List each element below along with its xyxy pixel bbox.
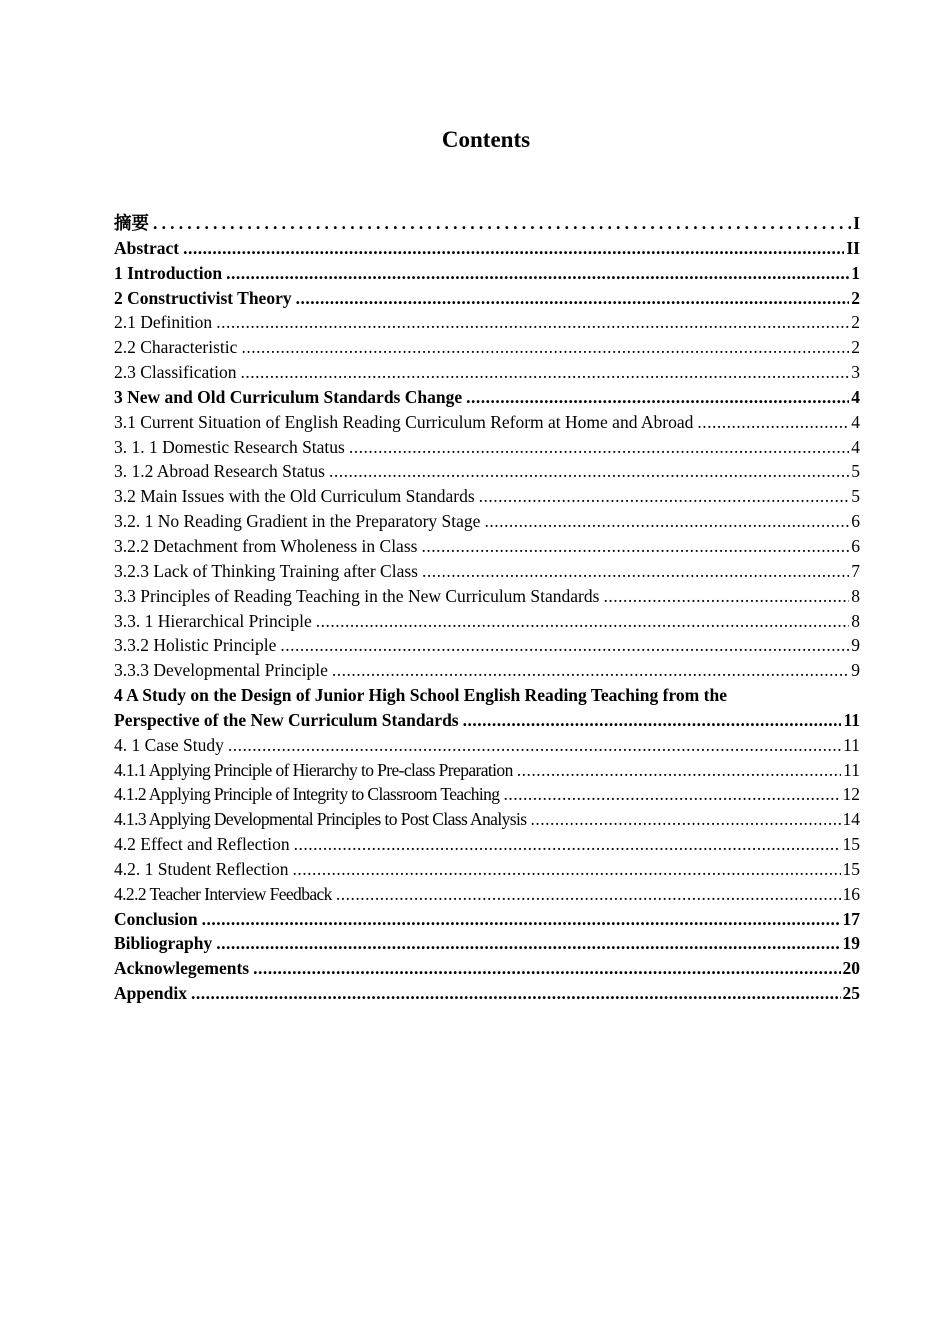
toc-leader-dots xyxy=(183,236,844,261)
toc-leader-dots xyxy=(293,857,841,882)
toc-leader-dots xyxy=(240,360,849,385)
toc-leader-dots xyxy=(253,956,840,981)
toc-entry-label: 4.1.1 Applying Principle of Hierarchy to Pre-class Preparation xyxy=(114,759,513,780)
toc-entry-principles[interactable] xyxy=(114,584,860,609)
toc-entry-label: Acknowlegements xyxy=(114,958,250,979)
toc-entry-label: Abstract xyxy=(114,237,180,258)
toc-entry-domestic-research[interactable] xyxy=(114,435,860,460)
toc-leader-dots xyxy=(466,385,849,410)
toc-entry-label: 3 New and Old Curriculum Standards Change xyxy=(114,386,463,407)
toc-entry-page: 1 xyxy=(851,262,860,283)
toc-entry-page: 2 xyxy=(851,337,860,358)
toc-entry-student-reflection[interactable] xyxy=(114,857,860,882)
toc-entry-case-study[interactable] xyxy=(114,733,860,758)
toc-entry-label: 3.3.3 Developmental Principle xyxy=(114,660,328,681)
toc-entry-acknowledgements[interactable] xyxy=(114,956,860,981)
toc-leader-dots xyxy=(329,459,849,484)
toc-entry-abstract-chinese[interactable] xyxy=(114,211,860,236)
toc-entry-page: 5 xyxy=(851,461,860,482)
page-title: Contents xyxy=(441,127,531,152)
toc-entry-label: 2.2 Characteristic xyxy=(114,337,238,358)
toc-entry-page: 9 xyxy=(851,660,860,681)
toc-entry-page: 7 xyxy=(851,560,860,581)
toc-leader-dots xyxy=(332,658,849,683)
toc-entry-label: 2.3 Classification xyxy=(114,362,237,383)
toc-entry-page: 15 xyxy=(842,858,860,879)
toc-leader-dots xyxy=(191,981,841,1006)
toc-entry-label: 3. 1. 1 Domestic Research Status xyxy=(114,436,345,457)
toc-leader-dots xyxy=(216,310,849,335)
toc-leader-dots xyxy=(336,882,841,907)
toc-entry-label: Bibliography xyxy=(114,933,213,954)
toc-entry-label: 3.3.2 Holistic Principle xyxy=(114,635,277,656)
toc-entry-no-reading-gradient[interactable] xyxy=(114,509,860,534)
toc-entry-lack-of-thinking[interactable] xyxy=(114,559,860,584)
toc-entry-developmental-postclass[interactable] xyxy=(114,807,860,832)
toc-entry-page: 4 xyxy=(851,436,860,457)
toc-entry-line-2 xyxy=(114,708,860,733)
toc-leader-dots xyxy=(530,807,840,832)
toc-leader-dots xyxy=(421,534,849,559)
toc-leader-dots xyxy=(422,559,849,584)
toc-entry-label: 4.2 Effect and Reflection xyxy=(114,834,290,855)
toc-entry-detachment[interactable] xyxy=(114,534,860,559)
toc-entry-page: II xyxy=(846,237,860,258)
toc-entry-label: 4.2.2 Teacher Interview Feedback xyxy=(114,883,332,904)
toc-entry-page: 15 xyxy=(842,834,860,855)
toc-entry-label: 4.1.3 Applying Developmental Principles to Post Class Analysis xyxy=(114,809,527,830)
toc-entry-page: 11 xyxy=(843,709,860,730)
toc-entry-classification[interactable] xyxy=(114,360,860,385)
toc-entry-label: 2.1 Definition xyxy=(114,312,213,333)
toc-entry-characteristic[interactable] xyxy=(114,335,860,360)
toc-leader-dots xyxy=(294,832,841,857)
toc-entry-definition[interactable] xyxy=(114,310,860,335)
toc-leader-dots xyxy=(241,335,849,360)
toc-entry-label: 3.2 Main Issues with the Old Curriculum Standards xyxy=(114,486,475,507)
toc-entry-abstract[interactable] xyxy=(114,236,860,261)
toc-entry-current-situation[interactable] xyxy=(114,410,860,435)
toc-entry-page: 4 xyxy=(851,411,860,432)
toc-entry-label: 3.3 Principles of Reading Teaching in the New Curriculum Standards xyxy=(114,585,600,606)
toc-leader-dots xyxy=(503,782,840,807)
toc-entry-abroad-research[interactable] xyxy=(114,459,860,484)
toc-entry-label: 3.1 Current Situation of English Reading Curriculum Reform at Home and Abroad xyxy=(114,411,694,432)
toc-entry-page: 19 xyxy=(842,933,860,954)
toc-entry-holistic[interactable] xyxy=(114,633,860,658)
toc-leader-dots xyxy=(484,509,849,534)
toc-leader-dots xyxy=(228,733,841,758)
toc-entry-label: 4. 1 Case Study xyxy=(114,734,224,755)
toc-entry-page: I xyxy=(853,213,860,233)
toc-entry-label: Conclusion xyxy=(114,908,198,929)
toc-entry-page: 16 xyxy=(842,883,860,904)
toc-leader-dots xyxy=(316,609,849,634)
toc-leader-dots xyxy=(280,633,849,658)
toc-entry-page: 6 xyxy=(851,511,860,532)
toc-entry-page: 14 xyxy=(842,809,860,830)
toc-leader-dots xyxy=(463,708,842,733)
toc-entry-label: 摘要 xyxy=(114,213,149,233)
toc-leader-dots xyxy=(153,211,851,236)
toc-leader-dots xyxy=(479,484,850,509)
toc-entry-effect-reflection[interactable] xyxy=(114,832,860,857)
toc-entry-label: 1 Introduction xyxy=(114,262,223,283)
toc-leader-dots xyxy=(603,584,849,609)
toc-entry-hierarchical[interactable] xyxy=(114,609,860,634)
toc-entry-label: 3. 1.2 Abroad Research Status xyxy=(114,461,325,482)
toc-leader-dots xyxy=(296,286,850,311)
toc-entry-page: 5 xyxy=(851,486,860,507)
toc-entry-page: 3 xyxy=(851,362,860,383)
toc-entry-page: 9 xyxy=(851,635,860,656)
toc-entry-label: 4.2. 1 Student Reflection xyxy=(114,858,289,879)
toc-entry-main-issues[interactable] xyxy=(114,484,860,509)
toc-entry-page: 11 xyxy=(843,734,860,755)
toc-entry-label: 3.3. 1 Hierarchical Principle xyxy=(114,610,312,631)
toc-leader-dots xyxy=(226,261,849,286)
toc-entry-page: 2 xyxy=(851,312,860,333)
toc-entry-constructivist-theory[interactable] xyxy=(114,286,860,311)
toc-entry-label-line-1: 4 A Study on the Design of Junior High School English Reading Teaching from the xyxy=(114,685,727,706)
toc-entry-page: 11 xyxy=(843,759,860,780)
toc-entry-integrity-classroom[interactable] xyxy=(114,782,860,807)
toc-entry-page: 8 xyxy=(851,585,860,606)
toc-leader-dots xyxy=(216,931,840,956)
toc-entry-conclusion[interactable] xyxy=(114,907,860,932)
toc-entry-appendix[interactable] xyxy=(114,981,860,1006)
toc-entry-label: 3.2.3 Lack of Thinking Training after Class xyxy=(114,560,418,581)
toc-entry-page: 17 xyxy=(842,908,860,929)
toc-entry-page: 12 xyxy=(842,784,860,805)
toc-entry-study-design[interactable] xyxy=(114,683,860,733)
toc-entry-curriculum-standards-change[interactable] xyxy=(114,385,860,410)
toc-entry-developmental[interactable] xyxy=(114,658,860,683)
toc-leader-dots xyxy=(697,410,849,435)
toc-entry-label: 2 Constructivist Theory xyxy=(114,287,292,308)
toc-entry-page: 20 xyxy=(842,958,860,979)
table-of-contents xyxy=(114,211,860,1006)
toc-entry-bibliography[interactable] xyxy=(114,931,860,956)
toc-entry-label: 4.1.2 Applying Principle of Integrity to Classroom Teaching xyxy=(114,784,500,805)
toc-leader-dots xyxy=(517,758,841,783)
toc-entry-label-line-2: Perspective of the New Curriculum Standards xyxy=(114,709,459,730)
toc-leader-dots xyxy=(202,907,841,932)
toc-entry-page: 25 xyxy=(842,983,860,1004)
toc-entry-label: 3.2. 1 No Reading Gradient in the Preparatory Stage xyxy=(114,511,481,532)
toc-entry-introduction[interactable] xyxy=(114,261,860,286)
toc-entry-page: 4 xyxy=(851,386,860,407)
toc-entry-page: 2 xyxy=(851,287,860,308)
toc-entry-page: 8 xyxy=(851,610,860,631)
toc-entry-label: Appendix xyxy=(114,983,187,1004)
toc-leader-dots xyxy=(349,435,849,460)
toc-entry-teacher-interview[interactable] xyxy=(114,882,860,907)
toc-entry-label: 3.2.2 Detachment from Wholeness in Class xyxy=(114,535,418,556)
toc-entry-page: 6 xyxy=(851,535,860,556)
toc-entry-hierarchy-preclass[interactable] xyxy=(114,758,860,783)
